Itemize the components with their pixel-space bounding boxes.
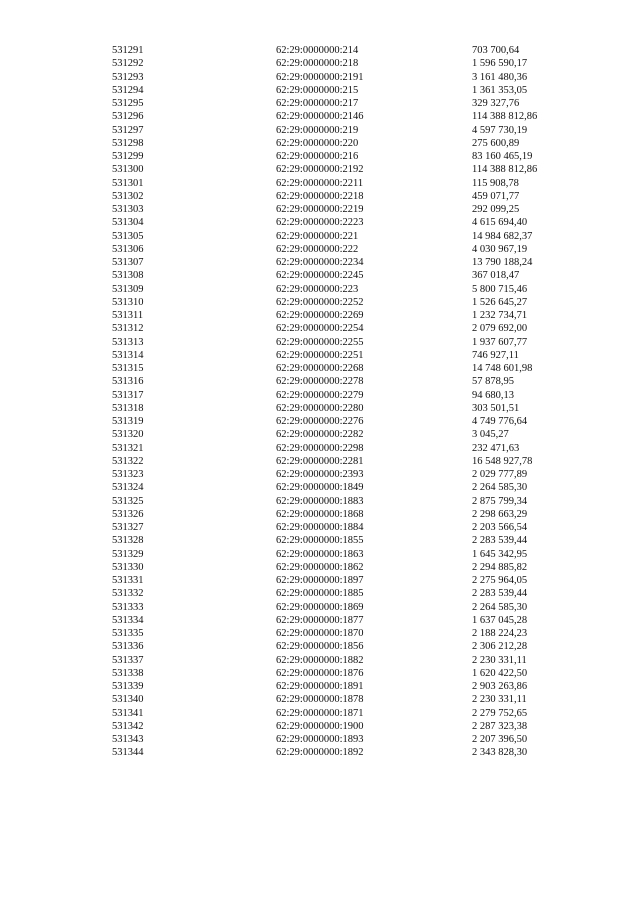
table-row <box>0 71 640 84</box>
record-number: 531294 <box>112 84 144 96</box>
table-row <box>0 707 640 720</box>
table-row <box>0 481 640 494</box>
cadastral-value: 14 748 601,98 <box>472 363 533 374</box>
record-number: 531320 <box>112 429 144 441</box>
record-number: 531312 <box>112 323 144 335</box>
record-number: 531300 <box>112 164 144 176</box>
cadastral-value: 2 294 885,82 <box>472 561 528 573</box>
cadastral-value: 2 029 777,89 <box>472 469 528 480</box>
cadastral-number: 62:29:0000000:2269 <box>276 310 364 321</box>
table-row <box>0 243 640 256</box>
record-number: 531311 <box>112 310 144 321</box>
cadastral-value: 5 800 715,46 <box>472 283 528 295</box>
cadastral-number: 62:29:0000000:1892 <box>276 747 364 759</box>
cadastral-value: 115 908,78 <box>472 177 519 189</box>
record-number: 531325 <box>112 495 144 507</box>
cadastral-value: 703 700,64 <box>472 45 520 56</box>
record-number: 531340 <box>112 694 144 706</box>
cadastral-number: 62:29:0000000:2268 <box>276 363 364 374</box>
cadastral-number: 62:29:0000000:1891 <box>276 681 364 692</box>
cadastral-number: 62:29:0000000:1856 <box>276 641 364 653</box>
cadastral-value: 1 596 590,17 <box>472 58 528 70</box>
cadastral-number: 62:29:0000000:2251 <box>276 349 364 361</box>
cadastral-number: 62:29:0000000:2254 <box>276 323 364 335</box>
cadastral-value: 2 298 663,29 <box>472 508 528 520</box>
record-number: 531314 <box>112 349 144 361</box>
cadastral-value: 4 749 776,64 <box>472 416 528 427</box>
record-number: 531291 <box>112 45 144 56</box>
cadastral-value: 2 287 323,38 <box>472 720 528 732</box>
cadastral-value: 2 203 566,54 <box>472 522 528 533</box>
cadastral-value: 4 030 967,19 <box>472 243 528 255</box>
record-number: 531339 <box>112 681 144 692</box>
cadastral-number: 62:29:0000000:1877 <box>276 614 364 626</box>
table-row <box>0 190 640 203</box>
record-number: 531296 <box>112 111 144 123</box>
cadastral-number: 62:29:0000000:216 <box>276 151 359 162</box>
table-row <box>0 508 640 521</box>
cadastral-number: 62:29:0000000:1900 <box>276 720 364 732</box>
table-row <box>0 389 640 402</box>
cadastral-number: 62:29:0000000:2281 <box>276 455 364 467</box>
table-row <box>0 746 640 759</box>
table-row <box>0 415 640 428</box>
cadastral-number: 62:29:0000000:2255 <box>276 336 364 348</box>
cadastral-number: 62:29:0000000:2211 <box>276 177 364 189</box>
cadastral-value: 57 878,95 <box>472 376 514 388</box>
cadastral-value: 2 230 331,11 <box>472 694 527 706</box>
cadastral-number: 62:29:0000000:221 <box>276 230 359 242</box>
record-number: 531308 <box>112 270 144 282</box>
cadastral-value: 2 283 539,44 <box>472 535 528 547</box>
cadastral-value: 1 232 734,71 <box>472 310 528 321</box>
table-row <box>0 654 640 667</box>
table-row <box>0 693 640 706</box>
record-number: 531343 <box>112 734 144 745</box>
record-number: 531304 <box>112 217 144 229</box>
cadastral-number: 62:29:0000000:2252 <box>276 296 364 308</box>
table-row <box>0 269 640 282</box>
cadastral-number: 62:29:0000000:2298 <box>276 442 364 454</box>
table-row <box>0 283 640 296</box>
cadastral-value: 4 597 730,19 <box>472 124 528 136</box>
cadastral-number: 62:29:0000000:223 <box>276 283 359 295</box>
table-row <box>0 561 640 574</box>
record-number: 531316 <box>112 376 144 388</box>
table-row <box>0 667 640 680</box>
table-row <box>0 296 640 309</box>
cadastral-value: 94 680,13 <box>472 389 514 401</box>
record-number: 531327 <box>112 522 144 533</box>
record-number: 531318 <box>112 402 144 414</box>
cadastral-number: 62:29:0000000:1863 <box>276 548 364 560</box>
cadastral-number: 62:29:0000000:2393 <box>276 469 364 480</box>
cadastral-value: 329 327,76 <box>472 98 520 109</box>
cadastral-value: 1 361 353,05 <box>472 84 528 96</box>
cadastral-number: 62:29:0000000:2280 <box>276 402 364 414</box>
record-number: 531324 <box>112 482 144 494</box>
cadastral-value: 2 903 263,86 <box>472 681 528 692</box>
record-number: 531323 <box>112 469 144 480</box>
record-number: 531293 <box>112 71 144 83</box>
cadastral-value: 2 230 331,11 <box>472 654 527 666</box>
record-number: 531292 <box>112 58 144 70</box>
table-row <box>0 402 640 415</box>
table-row <box>0 57 640 70</box>
record-number: 531301 <box>112 177 144 189</box>
cadastral-number: 62:29:0000000:2279 <box>276 389 364 401</box>
table-row <box>0 534 640 547</box>
cadastral-number: 62:29:0000000:218 <box>276 58 359 70</box>
cadastral-value: 13 790 188,24 <box>472 257 533 268</box>
record-number: 531337 <box>112 654 144 666</box>
cadastral-number: 62:29:0000000:2282 <box>276 429 364 441</box>
table-row <box>0 601 640 614</box>
record-number: 531295 <box>112 98 144 109</box>
record-number: 531342 <box>112 720 144 732</box>
cadastral-value: 1 937 607,77 <box>472 336 528 348</box>
cadastral-number: 62:29:0000000:1885 <box>276 588 364 600</box>
table-row <box>0 614 640 627</box>
cadastral-number: 62:29:0000000:2146 <box>276 111 364 123</box>
cadastral-number: 62:29:0000000:2191 <box>276 71 364 83</box>
cadastral-number: 62:29:0000000:2278 <box>276 376 364 388</box>
cadastral-number: 62:29:0000000:1893 <box>276 734 364 745</box>
cadastral-number: 62:29:0000000:1849 <box>276 482 364 494</box>
record-number: 531313 <box>112 336 144 348</box>
cadastral-value: 232 471,63 <box>472 442 520 454</box>
table-row <box>0 336 640 349</box>
data-table <box>0 44 640 760</box>
table-row <box>0 521 640 534</box>
cadastral-value: 2 188 224,23 <box>472 628 528 639</box>
record-number: 531332 <box>112 588 144 600</box>
record-number: 531344 <box>112 747 144 759</box>
table-row <box>0 362 640 375</box>
cadastral-value: 2 343 828,30 <box>472 747 528 759</box>
table-row <box>0 455 640 468</box>
record-number: 531306 <box>112 243 144 255</box>
cadastral-value: 3 045,27 <box>472 429 509 441</box>
record-number: 531336 <box>112 641 144 653</box>
table-row <box>0 256 640 269</box>
table-row <box>0 124 640 137</box>
table-row <box>0 495 640 508</box>
cadastral-number: 62:29:0000000:1855 <box>276 535 364 547</box>
cadastral-number: 62:29:0000000:1862 <box>276 561 364 573</box>
record-number: 531298 <box>112 137 144 149</box>
table-row <box>0 84 640 97</box>
cadastral-number: 62:29:0000000:222 <box>276 243 359 255</box>
cadastral-number: 62:29:0000000:2218 <box>276 190 364 202</box>
record-number: 531315 <box>112 363 144 374</box>
cadastral-number: 62:29:0000000:215 <box>276 84 359 96</box>
cadastral-number: 62:29:0000000:217 <box>276 98 359 109</box>
cadastral-value: 292 099,25 <box>472 204 520 215</box>
table-row <box>0 110 640 123</box>
record-number: 531334 <box>112 614 144 626</box>
cadastral-value: 2 306 212,28 <box>472 641 528 653</box>
cadastral-number: 62:29:0000000:2276 <box>276 416 364 427</box>
record-number: 531322 <box>112 455 144 467</box>
record-number: 531331 <box>112 575 144 586</box>
record-number: 531297 <box>112 124 144 136</box>
cadastral-value: 3 161 480,36 <box>472 71 528 83</box>
table-row <box>0 375 640 388</box>
record-number: 531307 <box>112 257 144 268</box>
cadastral-number: 62:29:0000000:1882 <box>276 654 364 666</box>
cadastral-number: 62:29:0000000:1876 <box>276 667 364 679</box>
cadastral-value: 1 637 045,28 <box>472 614 528 626</box>
cadastral-value: 746 927,11 <box>472 349 519 361</box>
cadastral-number: 62:29:0000000:1884 <box>276 522 364 533</box>
cadastral-number: 62:29:0000000:214 <box>276 45 359 56</box>
cadastral-number: 62:29:0000000:1871 <box>276 707 364 719</box>
table-row <box>0 428 640 441</box>
table-row <box>0 640 640 653</box>
cadastral-value: 2 207 396,50 <box>472 734 528 745</box>
table-row <box>0 680 640 693</box>
record-number: 531330 <box>112 561 144 573</box>
record-number: 531335 <box>112 628 144 639</box>
cadastral-value: 459 071,77 <box>472 190 520 202</box>
cadastral-value: 2 264 585,30 <box>472 601 528 613</box>
table-row <box>0 309 640 322</box>
table-row <box>0 733 640 746</box>
table-row <box>0 587 640 600</box>
cadastral-number: 62:29:0000000:1870 <box>276 628 364 639</box>
table-row <box>0 150 640 163</box>
record-number: 531341 <box>112 707 144 719</box>
table-row <box>0 442 640 455</box>
table-row <box>0 720 640 733</box>
record-number: 531305 <box>112 230 144 242</box>
table-row <box>0 216 640 229</box>
table-row <box>0 322 640 335</box>
cadastral-value: 2 079 692,00 <box>472 323 528 335</box>
cadastral-number: 62:29:0000000:2245 <box>276 270 364 282</box>
cadastral-value: 2 279 752,65 <box>472 707 528 719</box>
cadastral-value: 4 615 694,40 <box>472 217 528 229</box>
cadastral-value: 1 620 422,50 <box>472 667 528 679</box>
cadastral-value: 303 501,51 <box>472 402 520 414</box>
cadastral-value: 14 984 682,37 <box>472 230 533 242</box>
table-row <box>0 177 640 190</box>
table-row <box>0 574 640 587</box>
cadastral-number: 62:29:0000000:1897 <box>276 575 364 586</box>
record-number: 531310 <box>112 296 144 308</box>
cadastral-value: 367 018,47 <box>472 270 520 282</box>
cadastral-number: 62:29:0000000:2223 <box>276 217 364 229</box>
record-number: 531317 <box>112 389 144 401</box>
cadastral-value: 114 388 812,86 <box>472 111 538 123</box>
cadastral-number: 62:29:0000000:219 <box>276 124 359 136</box>
record-number: 531319 <box>112 416 144 427</box>
cadastral-value: 16 548 927,78 <box>472 455 533 467</box>
record-number: 531309 <box>112 283 144 295</box>
cadastral-value: 2 275 964,05 <box>472 575 528 586</box>
cadastral-value: 1 526 645,27 <box>472 296 528 308</box>
record-number: 531329 <box>112 548 144 560</box>
cadastral-number: 62:29:0000000:2219 <box>276 204 364 215</box>
record-number: 531338 <box>112 667 144 679</box>
cadastral-value: 2 875 799,34 <box>472 495 528 507</box>
cadastral-value: 114 388 812,86 <box>472 164 538 176</box>
table-row <box>0 137 640 150</box>
table-row <box>0 203 640 216</box>
record-number: 531328 <box>112 535 144 547</box>
table-row <box>0 627 640 640</box>
cadastral-value: 2 283 539,44 <box>472 588 528 600</box>
cadastral-value: 2 264 585,30 <box>472 482 528 494</box>
cadastral-number: 62:29:0000000:220 <box>276 137 359 149</box>
cadastral-number: 62:29:0000000:1869 <box>276 601 364 613</box>
table-row <box>0 548 640 561</box>
table-row <box>0 97 640 110</box>
table-row <box>0 230 640 243</box>
cadastral-number: 62:29:0000000:1868 <box>276 508 364 520</box>
cadastral-number: 62:29:0000000:1883 <box>276 495 364 507</box>
cadastral-value: 275 600,89 <box>472 137 520 149</box>
record-number: 531302 <box>112 190 144 202</box>
table-row <box>0 349 640 362</box>
record-number: 531303 <box>112 204 144 215</box>
record-number: 531321 <box>112 442 144 454</box>
table-row <box>0 44 640 57</box>
record-number: 531333 <box>112 601 144 613</box>
record-number: 531299 <box>112 151 144 162</box>
cadastral-value: 83 160 465,19 <box>472 151 533 162</box>
cadastral-number: 62:29:0000000:2192 <box>276 164 364 176</box>
cadastral-number: 62:29:0000000:1878 <box>276 694 364 706</box>
cadastral-number: 62:29:0000000:2234 <box>276 257 364 268</box>
table-row <box>0 163 640 176</box>
record-number: 531326 <box>112 508 144 520</box>
table-row <box>0 468 640 481</box>
cadastral-value: 1 645 342,95 <box>472 548 528 560</box>
